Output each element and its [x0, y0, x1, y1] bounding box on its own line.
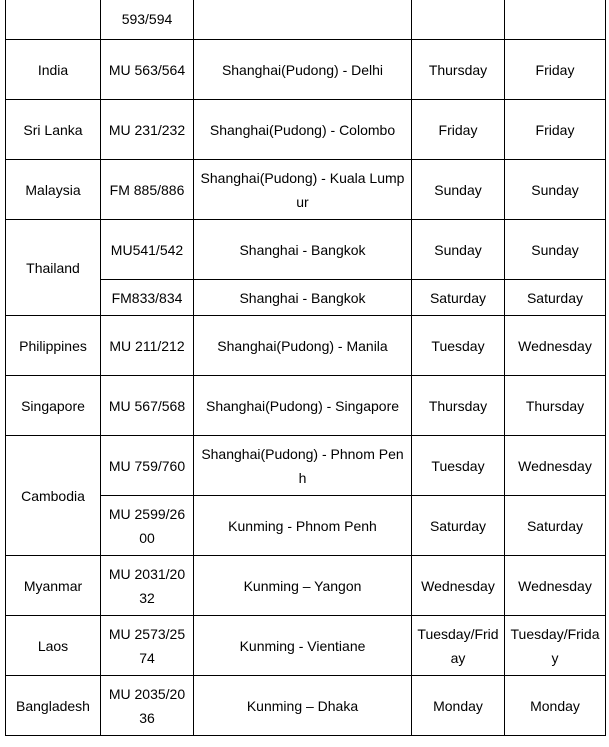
route-cell: Shanghai(Pudong) - Kuala Lumpur: [194, 160, 412, 220]
flight-number-cell: MU541/542: [101, 220, 194, 280]
route-cell: Kunming – Dhaka: [194, 676, 412, 736]
country-cell: Bangladesh: [6, 676, 101, 736]
route-cell: Shanghai - Bangkok: [194, 280, 412, 316]
return-day-cell: Tuesday/Friday: [505, 616, 606, 676]
country-cell: Sri Lanka: [6, 100, 101, 160]
departure-day-cell: Sunday: [412, 160, 505, 220]
flight-number-cell: FM833/834: [101, 280, 194, 316]
route-cell: Shanghai(Pudong) - Phnom Penh: [194, 436, 412, 496]
departure-day-cell: Thursday: [412, 40, 505, 100]
flight-number-cell: MU 563/564: [101, 40, 194, 100]
route-cell: Shanghai(Pudong) - Singapore: [194, 376, 412, 436]
route-cell: [194, 0, 412, 40]
departure-day-cell: Thursday: [412, 376, 505, 436]
table-row: [6, 676, 606, 736]
return-day-cell: Sunday: [505, 160, 606, 220]
route-cell: Kunming – Yangon: [194, 556, 412, 616]
route-cell: Shanghai(Pudong) - Delhi: [194, 40, 412, 100]
return-day-cell: Friday: [505, 40, 606, 100]
flight-number-cell: MU 2599/2600: [101, 496, 194, 556]
departure-day-cell: Saturday: [412, 280, 505, 316]
table-row: [6, 616, 606, 676]
table-row: [6, 100, 606, 160]
flight-schedule-table: [5, 0, 606, 736]
country-cell: [6, 0, 101, 40]
country-cell: Myanmar: [6, 556, 101, 616]
flight-number-cell: MU 2035/2036: [101, 676, 194, 736]
country-cell: Laos: [6, 616, 101, 676]
table-row: [6, 0, 606, 40]
departure-day-cell: Sunday: [412, 220, 505, 280]
flight-number-cell: MU 231/232: [101, 100, 194, 160]
table-row: [6, 40, 606, 100]
table-row: [6, 556, 606, 616]
table-row: [6, 376, 606, 436]
table-row: [6, 160, 606, 220]
country-cell: Singapore: [6, 376, 101, 436]
flight-number-cell: FM 885/886: [101, 160, 194, 220]
flight-number-cell: MU 2031/2032: [101, 556, 194, 616]
route-cell: Kunming - Phnom Penh: [194, 496, 412, 556]
country-cell: Thailand: [6, 220, 101, 316]
departure-day-cell: Wednesday: [412, 556, 505, 616]
departure-day-cell: Tuesday: [412, 436, 505, 496]
flight-number-cell: MU 567/568: [101, 376, 194, 436]
country-cell: Philippines: [6, 316, 101, 376]
return-day-cell: Wednesday: [505, 436, 606, 496]
departure-day-cell: Monday: [412, 676, 505, 736]
route-cell: Shanghai(Pudong) - Manila: [194, 316, 412, 376]
table-row: [6, 436, 606, 496]
flight-number-cell: MU 211/212: [101, 316, 194, 376]
return-day-cell: Wednesday: [505, 556, 606, 616]
route-cell: Kunming - Vientiane: [194, 616, 412, 676]
country-cell: Malaysia: [6, 160, 101, 220]
departure-day-cell: Saturday: [412, 496, 505, 556]
return-day-cell: Saturday: [505, 496, 606, 556]
table-row: [6, 220, 606, 280]
flight-number-cell: MU 759/760: [101, 436, 194, 496]
country-cell: India: [6, 40, 101, 100]
departure-day-cell: Tuesday/Friday: [412, 616, 505, 676]
return-day-cell: Saturday: [505, 280, 606, 316]
departure-day-cell: Tuesday: [412, 316, 505, 376]
return-day-cell: Monday: [505, 676, 606, 736]
departure-day-cell: Friday: [412, 100, 505, 160]
return-day-cell: [505, 0, 606, 40]
return-day-cell: Friday: [505, 100, 606, 160]
route-cell: Shanghai - Bangkok: [194, 220, 412, 280]
route-cell: Shanghai(Pudong) - Colombo: [194, 100, 412, 160]
return-day-cell: Wednesday: [505, 316, 606, 376]
country-cell: Cambodia: [6, 436, 101, 556]
return-day-cell: Thursday: [505, 376, 606, 436]
flight-number-cell: 593/594: [101, 0, 194, 40]
return-day-cell: Sunday: [505, 220, 606, 280]
departure-day-cell: [412, 0, 505, 40]
table-row: [6, 316, 606, 376]
flight-number-cell: MU 2573/2574: [101, 616, 194, 676]
